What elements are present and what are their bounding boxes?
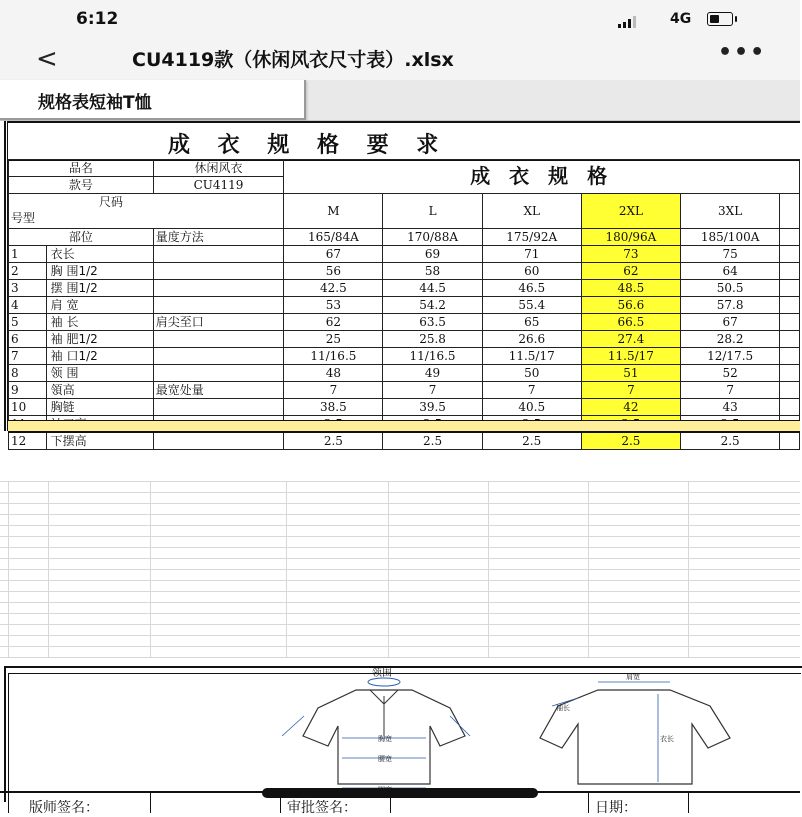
collar-label: 领围 [372, 668, 392, 679]
method-cell[interactable]: 肩尖至口 [153, 314, 284, 331]
method-label[interactable]: 量度方法 [153, 229, 284, 246]
spec-row [9, 280, 800, 297]
overflow-cell[interactable] [780, 263, 800, 280]
spec-row [9, 348, 800, 365]
waist-label: 腰宽 [378, 755, 392, 763]
measurement-cell[interactable]: 66.5 [581, 314, 680, 331]
method-cell[interactable] [153, 348, 284, 365]
more-menu-button[interactable]: ••• [718, 40, 767, 65]
part-cell[interactable]: 胸链 [46, 399, 153, 416]
shoulder-label: 肩宽 [626, 673, 640, 681]
product-name-label[interactable]: 品名 [9, 160, 154, 177]
measurement-cell[interactable]: 27.4 [581, 331, 680, 348]
measurement-cell[interactable]: 73 [581, 246, 680, 263]
size-header[interactable]: XL [482, 194, 581, 229]
measurement-cell[interactable]: 28.2 [680, 331, 779, 348]
fit-header[interactable]: 170/88A [383, 229, 482, 246]
measurement-cell[interactable]: 7 [680, 382, 779, 399]
overflow-cell[interactable] [780, 382, 800, 399]
measurement-cell[interactable]: 7 [581, 382, 680, 399]
signal-icon [618, 14, 656, 28]
measurement-cell[interactable]: 26.6 [482, 331, 581, 348]
product-name-value[interactable]: 休闲风衣 [153, 160, 284, 177]
row-number-cell[interactable]: 3 [9, 280, 47, 297]
home-indicator [262, 788, 538, 798]
measurement-cell[interactable]: 2.5 [383, 433, 482, 450]
measurement-cell[interactable]: 62 [284, 314, 383, 331]
measurement-cell[interactable]: 39.5 [383, 399, 482, 416]
model-label: 号型 [11, 211, 36, 225]
measurement-cell[interactable]: 48 [284, 365, 383, 382]
row-number-cell[interactable]: 7 [9, 348, 47, 365]
size-header[interactable]: 3XL [680, 194, 779, 229]
measurement-cell[interactable]: 43 [680, 399, 779, 416]
measurement-cell[interactable]: 56.6 [581, 297, 680, 314]
measurement-cell[interactable]: 2.5 [680, 433, 779, 450]
method-cell[interactable] [153, 280, 284, 297]
part-cell[interactable]: 袖 肥1/2 [46, 331, 153, 348]
fit-header[interactable]: 185/100A [680, 229, 779, 246]
measurement-cell[interactable]: 67 [284, 246, 383, 263]
spec-row [9, 314, 800, 331]
measurement-cell[interactable]: 11.5/17 [482, 348, 581, 365]
spec-row [9, 246, 800, 263]
part-cell[interactable]: 袖 长 [46, 314, 153, 331]
spec-row [9, 263, 800, 280]
overflow-cell[interactable] [780, 297, 800, 314]
method-cell[interactable] [153, 365, 284, 382]
garment-diagram [260, 666, 760, 796]
fit-header[interactable]: 175/92A [482, 229, 581, 246]
network-label: 4G [670, 11, 692, 27]
overflow-cell[interactable] [780, 365, 800, 382]
style-no-value[interactable]: CU4119 [153, 177, 284, 194]
fit-header-highlighted[interactable]: 180/96A [581, 229, 680, 246]
style-no-label[interactable]: 款号 [9, 177, 154, 194]
measurement-cell[interactable]: 12/17.5 [680, 348, 779, 365]
part-cell[interactable]: 袖 口1/2 [46, 348, 153, 365]
drafter-signature: 版师签名： [29, 800, 99, 816]
row-number-cell[interactable]: 5 [9, 314, 47, 331]
measurement-cell[interactable]: 49 [383, 365, 482, 382]
chest-label: 胸宽 [378, 735, 392, 743]
measurement-cell[interactable]: 55.4 [482, 297, 581, 314]
spreadsheet-view[interactable] [0, 121, 800, 816]
measurement-cell[interactable]: 52 [680, 365, 779, 382]
status-time: 6:12 [76, 9, 119, 29]
size-header-highlighted[interactable]: 2XL [581, 194, 680, 229]
sheet-title-row [8, 121, 800, 161]
overflow-cell[interactable] [780, 331, 800, 348]
sheet-tab-label: 规格表短袖T恤 [38, 93, 152, 113]
measurement-cell[interactable]: 7 [383, 382, 482, 399]
status-bar [0, 0, 800, 40]
measurement-cell[interactable]: 71 [482, 246, 581, 263]
measurement-cell[interactable]: 38.5 [284, 399, 383, 416]
spec-row [9, 365, 800, 382]
method-cell[interactable] [153, 246, 284, 263]
method-cell[interactable] [153, 433, 284, 450]
sleeve-label: 袖长 [556, 704, 570, 712]
part-cell[interactable]: 下摆高 [46, 433, 153, 450]
measurement-cell[interactable]: 48.5 [581, 280, 680, 297]
approver-signature: 审批签名： [287, 800, 357, 816]
back-button[interactable]: < [36, 44, 58, 74]
measurement-cell[interactable]: 65 [482, 314, 581, 331]
row-number-cell[interactable]: 10 [9, 399, 47, 416]
size-header[interactable]: L [383, 194, 482, 229]
measurement-cell[interactable]: 62 [581, 263, 680, 280]
size-code-label: 尺码 [99, 195, 124, 209]
measurement-cell[interactable]: 25 [284, 331, 383, 348]
measurement-cell[interactable]: 69 [383, 246, 482, 263]
measurement-cell[interactable]: 60 [482, 263, 581, 280]
method-cell[interactable] [153, 297, 284, 314]
overflow-cell[interactable] [780, 280, 800, 297]
measurement-cell[interactable]: 46.5 [482, 280, 581, 297]
row-number-cell[interactable]: 8 [9, 365, 47, 382]
measurement-cell[interactable]: 25.8 [383, 331, 482, 348]
measurement-cell[interactable]: 54.2 [383, 297, 482, 314]
highlight-bar [8, 420, 800, 433]
part-cell[interactable]: 肩 宽 [46, 297, 153, 314]
measurement-cell[interactable]: 57.8 [680, 297, 779, 314]
spec-row [9, 399, 800, 416]
overflow-cell[interactable] [780, 314, 800, 331]
row-number-cell[interactable]: 1 [9, 246, 47, 263]
part-cell[interactable]: 领 围 [46, 365, 153, 382]
spec-row [9, 382, 800, 399]
measurement-cell[interactable]: 58 [383, 263, 482, 280]
measurement-cell[interactable]: 67 [680, 314, 779, 331]
measurement-cell[interactable]: 42 [581, 399, 680, 416]
measurement-cell[interactable]: 7 [482, 382, 581, 399]
date-label: 日期： [595, 800, 637, 816]
measurement-cell[interactable]: 40.5 [482, 399, 581, 416]
part-label[interactable]: 部位 [9, 229, 154, 246]
spec-row [9, 297, 800, 314]
measurement-cell[interactable]: 64 [680, 263, 779, 280]
nav-bar [0, 40, 800, 80]
spec-table [8, 159, 800, 450]
part-cell[interactable]: 衣长 [46, 246, 153, 263]
measurement-cell[interactable]: 51 [581, 365, 680, 382]
measurement-cell[interactable]: 75 [680, 246, 779, 263]
spec-row [9, 331, 800, 348]
part-cell[interactable]: 摆 围1/2 [46, 280, 153, 297]
empty-cell-grid[interactable] [0, 481, 800, 657]
row-number-cell[interactable]: 4 [9, 297, 47, 314]
sheet-tab-active[interactable] [0, 80, 306, 120]
fit-header[interactable]: 165/84A [284, 229, 383, 246]
method-cell[interactable] [153, 399, 284, 416]
overflow-cell[interactable] [780, 399, 800, 416]
measurement-cell[interactable]: 2.5 [581, 433, 680, 450]
overflow-cell[interactable] [780, 348, 800, 365]
row-number-cell[interactable]: 9 [9, 382, 47, 399]
part-cell[interactable]: 胸 围1/2 [46, 263, 153, 280]
measurement-cell[interactable]: 42.5 [284, 280, 383, 297]
measurement-cell[interactable]: 63.5 [383, 314, 482, 331]
measurement-cell[interactable]: 2.5 [284, 433, 383, 450]
file-title: CU4119款（休闲风衣尺寸表）.xlsx [132, 49, 454, 71]
size-model-header[interactable] [9, 194, 284, 229]
part-cell[interactable]: 領高 [46, 382, 153, 399]
row-number-cell[interactable]: 2 [9, 263, 47, 280]
overflow-cell[interactable] [780, 246, 800, 263]
measurement-cell[interactable]: 50 [482, 365, 581, 382]
measurement-cell[interactable]: 53 [284, 297, 383, 314]
row-number-cell[interactable]: 12 [9, 433, 47, 450]
overflow-cell[interactable] [780, 433, 800, 450]
measurement-cell[interactable]: 56 [284, 263, 383, 280]
row-number-cell[interactable]: 6 [9, 331, 47, 348]
battery-icon [707, 12, 733, 26]
size-header[interactable]: M [284, 194, 383, 229]
measurement-cell[interactable]: 11/16.5 [383, 348, 482, 365]
measurement-cell[interactable]: 11/16.5 [284, 348, 383, 365]
spec-row [9, 433, 800, 450]
measurement-cell[interactable]: 50.5 [680, 280, 779, 297]
sheet-title: 成 衣 规 格 要 求 [168, 133, 449, 158]
measurement-cell[interactable]: 44.5 [383, 280, 482, 297]
length-label: 衣长 [660, 735, 674, 743]
method-cell[interactable]: 最宽处量 [153, 382, 284, 399]
method-cell[interactable] [153, 263, 284, 280]
sheet-tab-bar [0, 80, 800, 121]
measurement-cell[interactable]: 2.5 [482, 433, 581, 450]
measurement-cell[interactable]: 11.5/17 [581, 348, 680, 365]
method-cell[interactable] [153, 331, 284, 348]
measurement-cell[interactable]: 7 [284, 382, 383, 399]
spec-title[interactable]: 成 衣 规 格 [284, 160, 800, 194]
